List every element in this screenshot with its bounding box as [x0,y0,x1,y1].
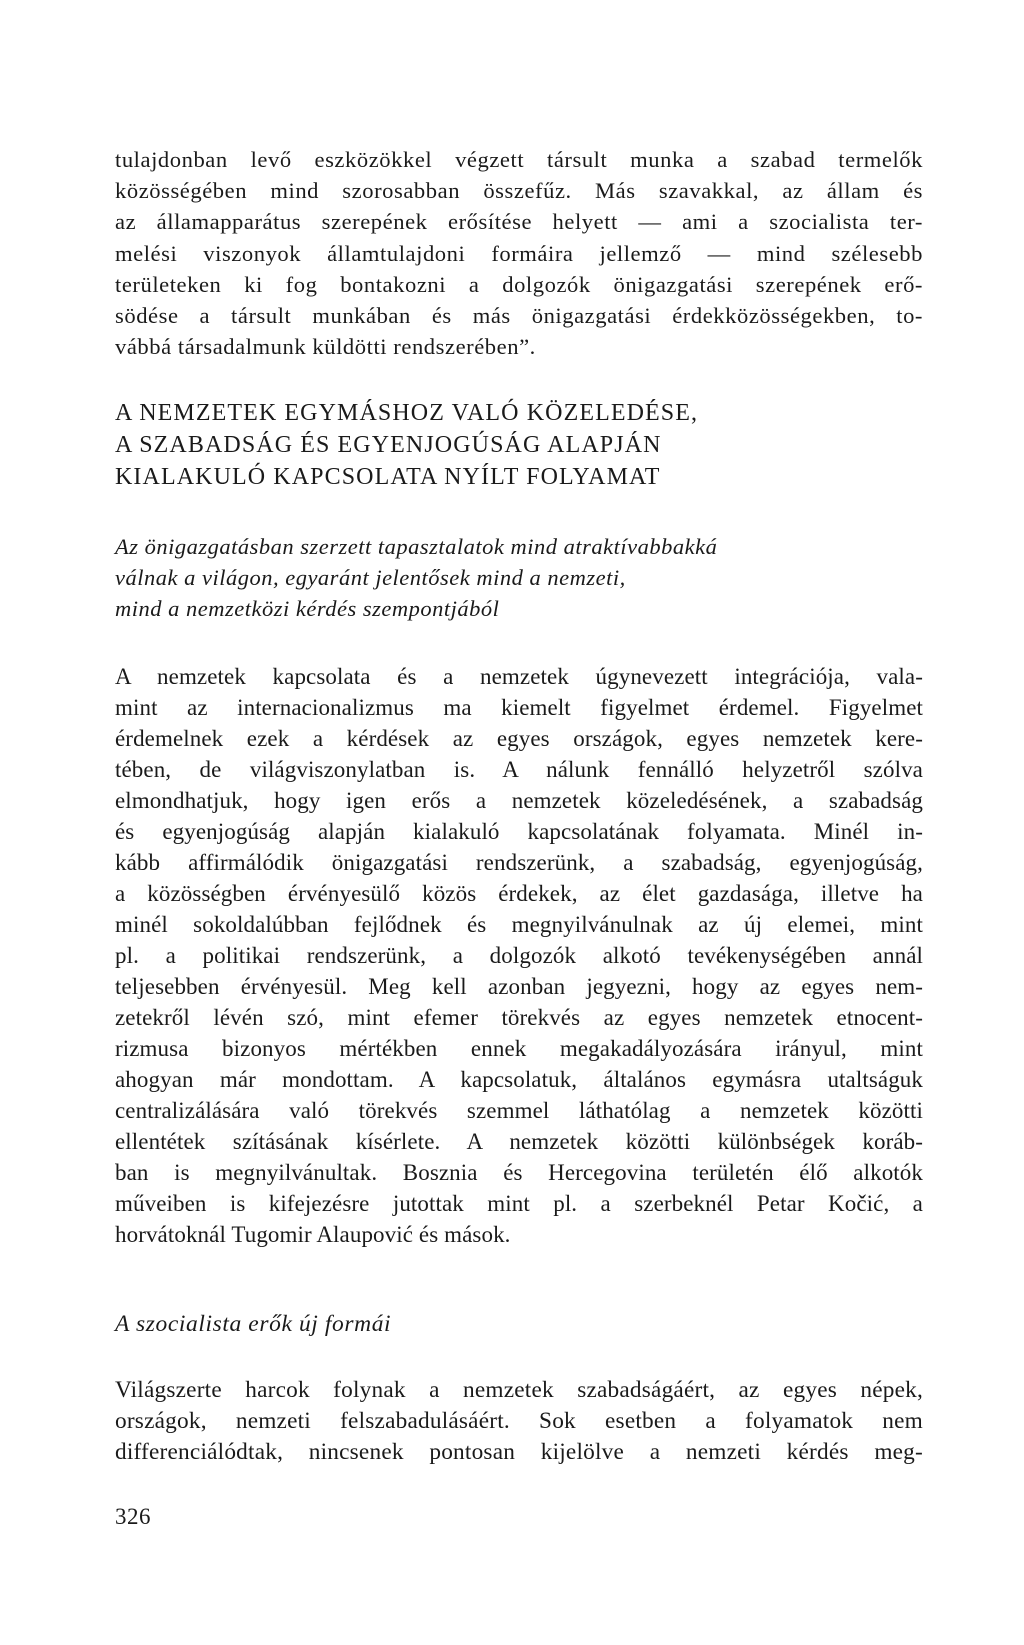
text-line: a közösségben érvényesülő közös érdekek, az élet gazdasága, illetve ha [115,881,923,906]
heading-line: KIALAKULÓ KAPCSOLATA NYÍLT FOLYAMAT [115,464,661,490]
chapter-subtitle [115,531,935,624]
text-line: kább affirmálódik önigazgatási rendszerünk, a szabadság, egyenjogúság, [115,850,923,875]
text-line: tében, de világviszonylatban is. A nálunk fennálló helyzetről szólva [115,757,923,782]
text-line: és egyenjogúság alapján kialakuló kapcsolatának folyamata. Minél in- [115,819,923,844]
paragraph-socialist-forces [115,1375,923,1468]
subtitle-line: válnak a világon, egyaránt jelentősek mind a nemzeti, [115,565,626,590]
text-line: Világszerte harcok folynak a nemzetek szabadságáért, az egyes népek, [115,1377,923,1403]
heading-line: A SZABADSÁG ÉS EGYENJOGÚSÁG ALAPJÁN [115,432,662,458]
text-line: tulajdonban levő eszközökkel végzett társult munka a szabad termelők [115,147,923,172]
text-line: minél sokoldalúbban fejlődnek és megnyilvánulnak az új elemei, mint [115,912,923,937]
page-number: 326 [115,1504,151,1529]
paragraph-nations [115,661,923,1250]
text-line: horvátoknál Tugomir Alaupović és mások. [115,1222,511,1247]
text-line: mint az internacionalizmus ma kiemelt figyelmet érdemel. Figyelmet [115,695,923,720]
text-line: ellentétek szításának kísérlete. A nemzetek közötti különbségek koráb- [115,1129,923,1154]
text-line: zetekről lévén szó, mint efemer törekvés az egyes nemzetek etnocent- [115,1005,923,1030]
section-title: A szocialista erők új formái [115,1311,392,1337]
text-line: területeken ki fog bontakozni a dolgozók önigazgatási szerepének erő- [115,271,923,297]
text-line: műveiben is kifejezésre jutottak mint pl. a szerbeknél Petar Kočić, a [115,1191,923,1216]
subtitle-line: mind a nemzetközi kérdés szempontjából [115,596,500,621]
text-line: A nemzetek kapcsolata és a nemzetek úgynevezett integrációja, vala- [115,664,923,689]
text-line: ban is megnyilvánultak. Bosznia és Hercegovina területén élő alkotók [115,1160,923,1185]
text-line: vábbá társadalmunk küldötti rendszerében”. [115,334,536,360]
text-line: södése a társult munkában és más önigazgatási érdekközösségekben, to- [115,303,923,329]
text-line: ahogyan már mondottam. A kapcsolatuk, általános egymásra utaltságuk [115,1067,923,1092]
text-line: az államapparátus szerepének erősítése helyett — ami a szocialista ter- [115,209,923,235]
text-line: országok, nemzeti felszabadulásáért. Sok esetben a folyamatok nem [115,1408,923,1434]
text-line: pl. a politikai rendszerünk, a dolgozók alkotó tevékenységében annál [115,943,923,968]
text-line: elmondhatjuk, hogy igen erős a nemzetek közeledésének, a szabadság [115,788,923,813]
paragraph-intro [115,144,923,362]
text-line: érdemelnek ezek a kérdések az egyes országok, egyes nemzetek kere- [115,726,923,751]
text-line: rizmusa bizonyos mértékben ennek megakadályozására irányul, mint [115,1036,923,1061]
text-line: differenciálódtak, nincsenek pontosan kijelölve a nemzeti kérdés meg- [115,1439,923,1465]
text-line: centralizálására való törekvés szemmel láthatólag a nemzetek közötti [115,1098,923,1123]
text-line: melési viszonyok államtulajdoni formáira jellemző — mind szélesebb [115,240,923,266]
text-line: teljesebben érvényesül. Meg kell azonban jegyezni, hogy az egyes nem- [115,974,923,999]
text-line: közösségében mind szorosabban összefűz. Más szavakkal, az állam és [115,178,923,204]
chapter-heading [115,397,935,493]
subtitle-line: Az önigazgatásban szerzett tapasztalatok mind atraktívabbakká [115,534,718,559]
heading-line: A NEMZETEK EGYMÁSHOZ VALÓ KÖZELEDÉSE, [115,400,699,426]
